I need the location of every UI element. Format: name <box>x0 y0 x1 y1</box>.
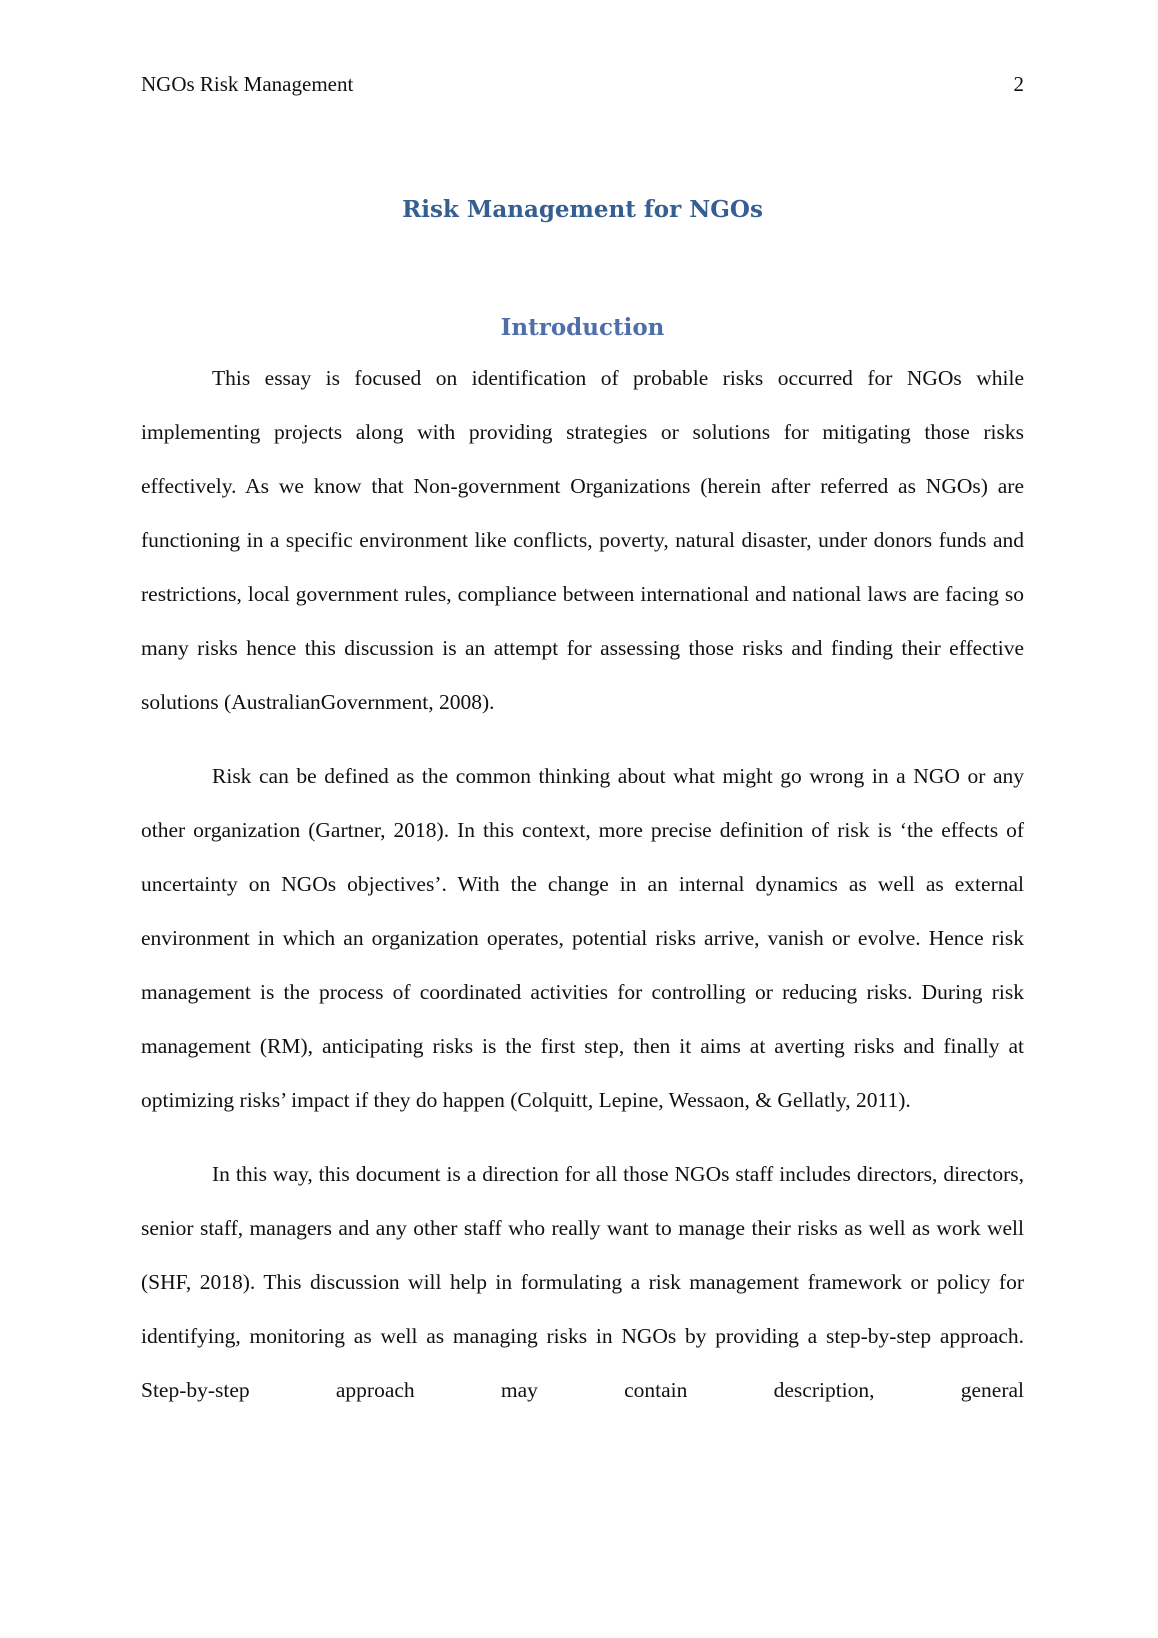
body-text <box>141 351 1024 1437</box>
page-number: 2 <box>1013 72 1024 96</box>
paragraph-2: Risk can be defined as the common thinking about what might go wrong in a NGO or any other organization (Gartner, 2018). In this context, more precise definition of risk is ‘the effects of uncertainty on NGOs objectives’. With the change in an internal dynamics as well as external environment in which an organization operates, potential risks arrive, vanish or evolve. Hence risk management is the process of coordinated activities for controlling or reducing risks. During risk management (RM), anticipating risks is the first step, then it aims at averting risks and finally at optimizing risks’ impact if they do happen (Colquitt, Lepine, Wessaon, & Gellatly, 2011). <box>141 764 1024 1112</box>
section-heading-introduction: Introduction <box>500 314 665 342</box>
document-title: Risk Management for NGOs <box>402 196 763 224</box>
paragraph-3: In this way, this document is a direction for all those NGOs staff includes directors, directors, senior staff, managers and any other staff who really want to manage their risks as well as work well (SHF, 2018). This discussion will help in formulating a risk management framework or policy for identifying, monitoring as well as managing risks in NGOs by providing a step-by-step approach. Step-by-step approach may contain description, general <box>141 1162 1024 1402</box>
header-title: NGOs Risk Management <box>141 72 354 96</box>
running-header <box>141 66 1024 102</box>
paragraph-1: This essay is focused on identification of probable risks occurred for NGOs while implementing projects along with providing strategies or solutions for mitigating those risks effectively. As we know that Non-government Organizations (herein after referred as NGOs) are functioning in a specific environment like conflicts, poverty, natural disaster, under donors funds and restrictions, local government rules, compliance between international and national laws are facing so many risks hence this discussion is an attempt for assessing those risks and finding their effective solutions (AustralianGovernment, 2008). <box>141 366 1024 714</box>
